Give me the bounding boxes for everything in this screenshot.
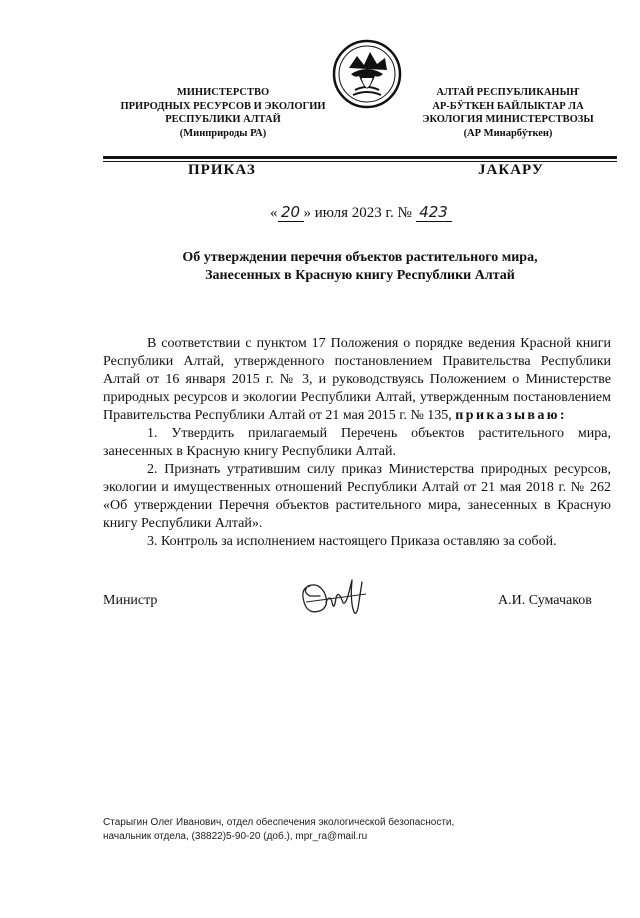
- doc-kind-russian: ПРИКАЗ: [188, 162, 256, 178]
- quote-open: «: [270, 205, 278, 221]
- quote-close: »: [303, 205, 311, 221]
- signatory-name: А.И. Сумачаков: [498, 593, 592, 608]
- footer-line: Старыгин Олег Иванович, отдел обеспечения экологической безопасности,: [103, 817, 455, 828]
- ministry-name-russian: [100, 86, 346, 140]
- ministry-abbrev: (АР Минарбӱткен): [463, 127, 553, 139]
- date-line: [270, 203, 452, 222]
- ministry-line: МИНИСТЕРСТВО: [176, 87, 270, 98]
- executor-footer: [103, 816, 563, 843]
- footer-line: начальник отдела, (38822)5-90-20 (доб.), mpr_ra@mail.ru: [103, 830, 368, 842]
- signatory-position: Министр: [103, 593, 158, 608]
- order-item-2: 2. Признать утратившим силу приказ Министерства природных ресурсов, экологии и имущественных отношений Республики Алтай от 21 мая 2018 г. № 262 «Об утверждении Перечня объектов растительного мира, занесенных в Красную книгу Республики Алтай».: [103, 462, 611, 531]
- ministry-line: ЭКОЛОГИЯ МИНИСТЕРСТВОЗЫ: [422, 114, 594, 125]
- doc-kind-altai: ЈАКАРУ: [478, 162, 544, 178]
- preamble-text: В соответствии с пунктом 17 Положения о порядке ведения Красной книги Республики Алтай, утвержденного постановлением Правительства Республики Алтай от 16 января 2015 г. № 3, и руководствуясь Положением о Министерстве природных ресурсов и экологии Республики Алтай, утвержденным постановлением Правительства Республики Алтай от 21 мая 2015 г. № 135,: [103, 336, 611, 423]
- ministry-abbrev: (Минприроды РА): [179, 127, 267, 139]
- ministry-line: АЛТАЙ РЕСПУБЛИКАНЫҤ: [436, 87, 580, 98]
- signature-icon: [296, 572, 378, 622]
- ministry-name-altai: [402, 86, 614, 140]
- emblem-icon: [331, 38, 403, 110]
- month-year: июля 2023 г. №: [311, 205, 416, 221]
- ministry-line: РЕСПУБЛИКИ АЛТАЙ: [165, 114, 281, 125]
- title-line: Об утверждении перечня объектов растительного мира,: [182, 250, 538, 265]
- order-item-1: 1. Утвердить прилагаемый Перечень объектов растительного мира, занесенных в Красную книгу Республики Алтай.: [103, 426, 611, 459]
- document-title: [100, 249, 620, 285]
- ministry-line: АР-БӰТКЕН БАЙЛЫКТАР ЛА: [432, 100, 584, 112]
- handwritten-day: 20: [278, 203, 304, 222]
- preamble-paragraph: [103, 335, 611, 425]
- order-word: приказываю:: [455, 408, 567, 423]
- header-rule-thick: [103, 156, 617, 159]
- order-item-3: 3. Контроль за исполнением настоящего Приказа оставляю за собой.: [147, 534, 557, 549]
- ministry-line: ПРИРОДНЫХ РЕСУРСОВ И ЭКОЛОГИИ: [120, 100, 326, 112]
- title-line: Занесенных в Красную книгу Республики Алтай: [205, 268, 515, 283]
- document-body: [103, 335, 611, 551]
- handwritten-order-number: 423: [416, 203, 452, 222]
